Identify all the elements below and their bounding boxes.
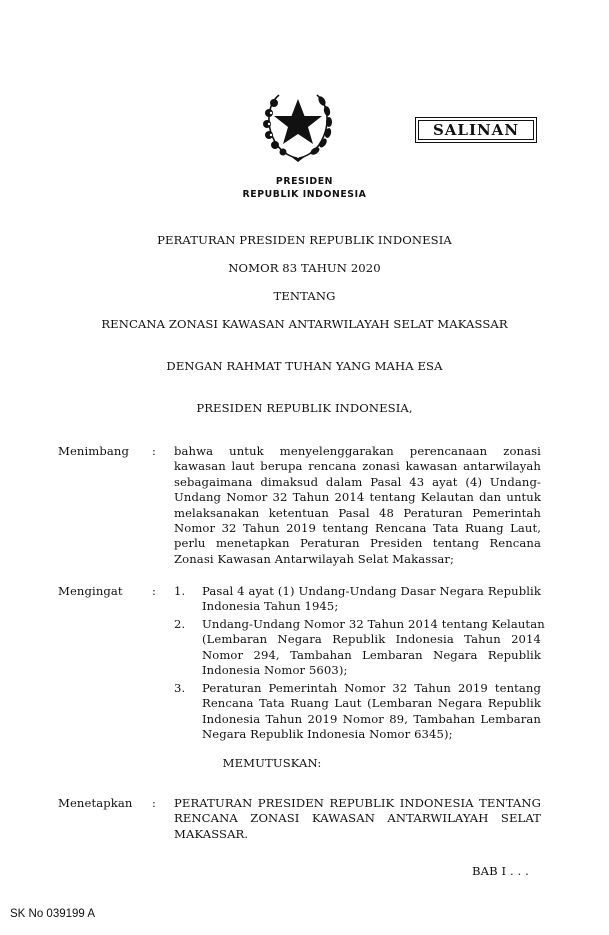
mengingat-item-line: Pasal 4 ayat (1) Undang-Undang Dasar Negara Republik: [202, 584, 541, 598]
mengingat-item-line: Indonesia Tahun 2019 Nomor 89, Tambahan Lembaran: [202, 711, 541, 726]
state-emblem-icon: [257, 83, 339, 163]
mengingat-item-number: 3.: [174, 681, 186, 695]
mengingat-item-2: [202, 617, 545, 679]
mengingat-item-line: Rencana Tata Ruang Laut (Lembaran Negara Republik: [202, 696, 541, 711]
office-line-republik: REPUBLIK INDONESIA: [242, 189, 367, 200]
menimbang-line: Zonasi Kawasan Antarwilayah Selat Makassar;: [174, 551, 455, 566]
menimbang-label: Menimbang: [58, 444, 130, 458]
menimbang-line: Nomor 32 Tahun 2019 tentang Rencana Tata Ruang Laut,: [174, 521, 541, 536]
memutuskan-heading: MEMUTUSKAN:: [222, 756, 322, 770]
regulation-subject: RENCANA ZONASI KAWASAN ANTARWILAYAH SELAT MAKASSAR: [101, 317, 508, 331]
mengingat-item-1: [202, 584, 541, 615]
mengingat-item-line: Peraturan Pemerintah Nomor 32 Tahun 2019 tentang: [202, 681, 541, 695]
mengingat-label: Mengingat: [58, 584, 123, 598]
menimbang-colon: :: [152, 444, 157, 458]
office-line-presiden: PRESIDEN: [275, 176, 334, 187]
menimbang-line: kawasan laut berupa rencana zonasi kawasan antarwilayah: [174, 459, 541, 474]
menetapkan-label: Menetapkan: [58, 796, 133, 810]
menetapkan-paragraph: [174, 796, 541, 842]
menetapkan-line: PERATURAN PRESIDEN REPUBLIK INDONESIA TENTANG: [174, 796, 541, 810]
menetapkan-line: MAKASSAR.: [174, 826, 249, 841]
mengingat-item-line: Nomor 294, Tambahan Lembaran Negara Republik: [202, 647, 541, 662]
continuation-marker: BAB I . . .: [472, 864, 529, 878]
mengingat-item-line: Negara Republik Indonesia Nomor 6345);: [202, 727, 453, 742]
salinan-stamp-label: SALINAN: [418, 120, 534, 140]
salinan-stamp: [415, 117, 537, 143]
regulation-tentang: TENTANG: [273, 289, 336, 303]
menimbang-line: melaksanakan ketentuan Pasal 48 Peraturan Pemerintah: [174, 505, 541, 520]
menimbang-line: bahwa untuk menyelenggarakan perencanaan zonasi: [174, 444, 541, 458]
menetapkan-colon: :: [152, 796, 157, 810]
regulation-title: PERATURAN PRESIDEN REPUBLIK INDONESIA: [157, 233, 452, 247]
mengingat-item-line: Indonesia Nomor 5603);: [202, 663, 348, 678]
mengingat-item-3: [202, 681, 541, 743]
menetapkan-line: RENCANA ZONASI KAWASAN ANTARWILAYAH SELAT: [174, 811, 541, 826]
mengingat-item-line: (Lembaran Negara Republik Indonesia Tahun 2014: [202, 632, 541, 647]
menimbang-paragraph: [174, 444, 541, 567]
menimbang-line: Undang Nomor 32 Tahun 2014 tentang Kelautan dan untuk: [174, 490, 541, 505]
mengingat-item-line: Indonesia Tahun 1945;: [202, 599, 339, 614]
mengingat-colon: :: [152, 584, 157, 598]
document-serial-number: SK No 039199 A: [10, 908, 96, 920]
regulation-number: NOMOR 83 TAHUN 2020: [228, 261, 381, 275]
mengingat-item-line: Undang-Undang Nomor 32 Tahun 2014 tentang Kelautan: [202, 617, 545, 631]
menimbang-line: perlu menetapkan Peraturan Presiden tentang Rencana: [174, 536, 541, 551]
blessing-line: DENGAN RAHMAT TUHAN YANG MAHA ESA: [166, 359, 443, 373]
mengingat-item-number: 1.: [174, 584, 186, 598]
menimbang-line: sebagaimana dimaksud dalam Pasal 43 ayat (4) Undang-: [174, 474, 541, 489]
issuer-line: PRESIDEN REPUBLIK INDONESIA,: [196, 401, 413, 415]
mengingat-item-number: 2.: [174, 617, 186, 631]
